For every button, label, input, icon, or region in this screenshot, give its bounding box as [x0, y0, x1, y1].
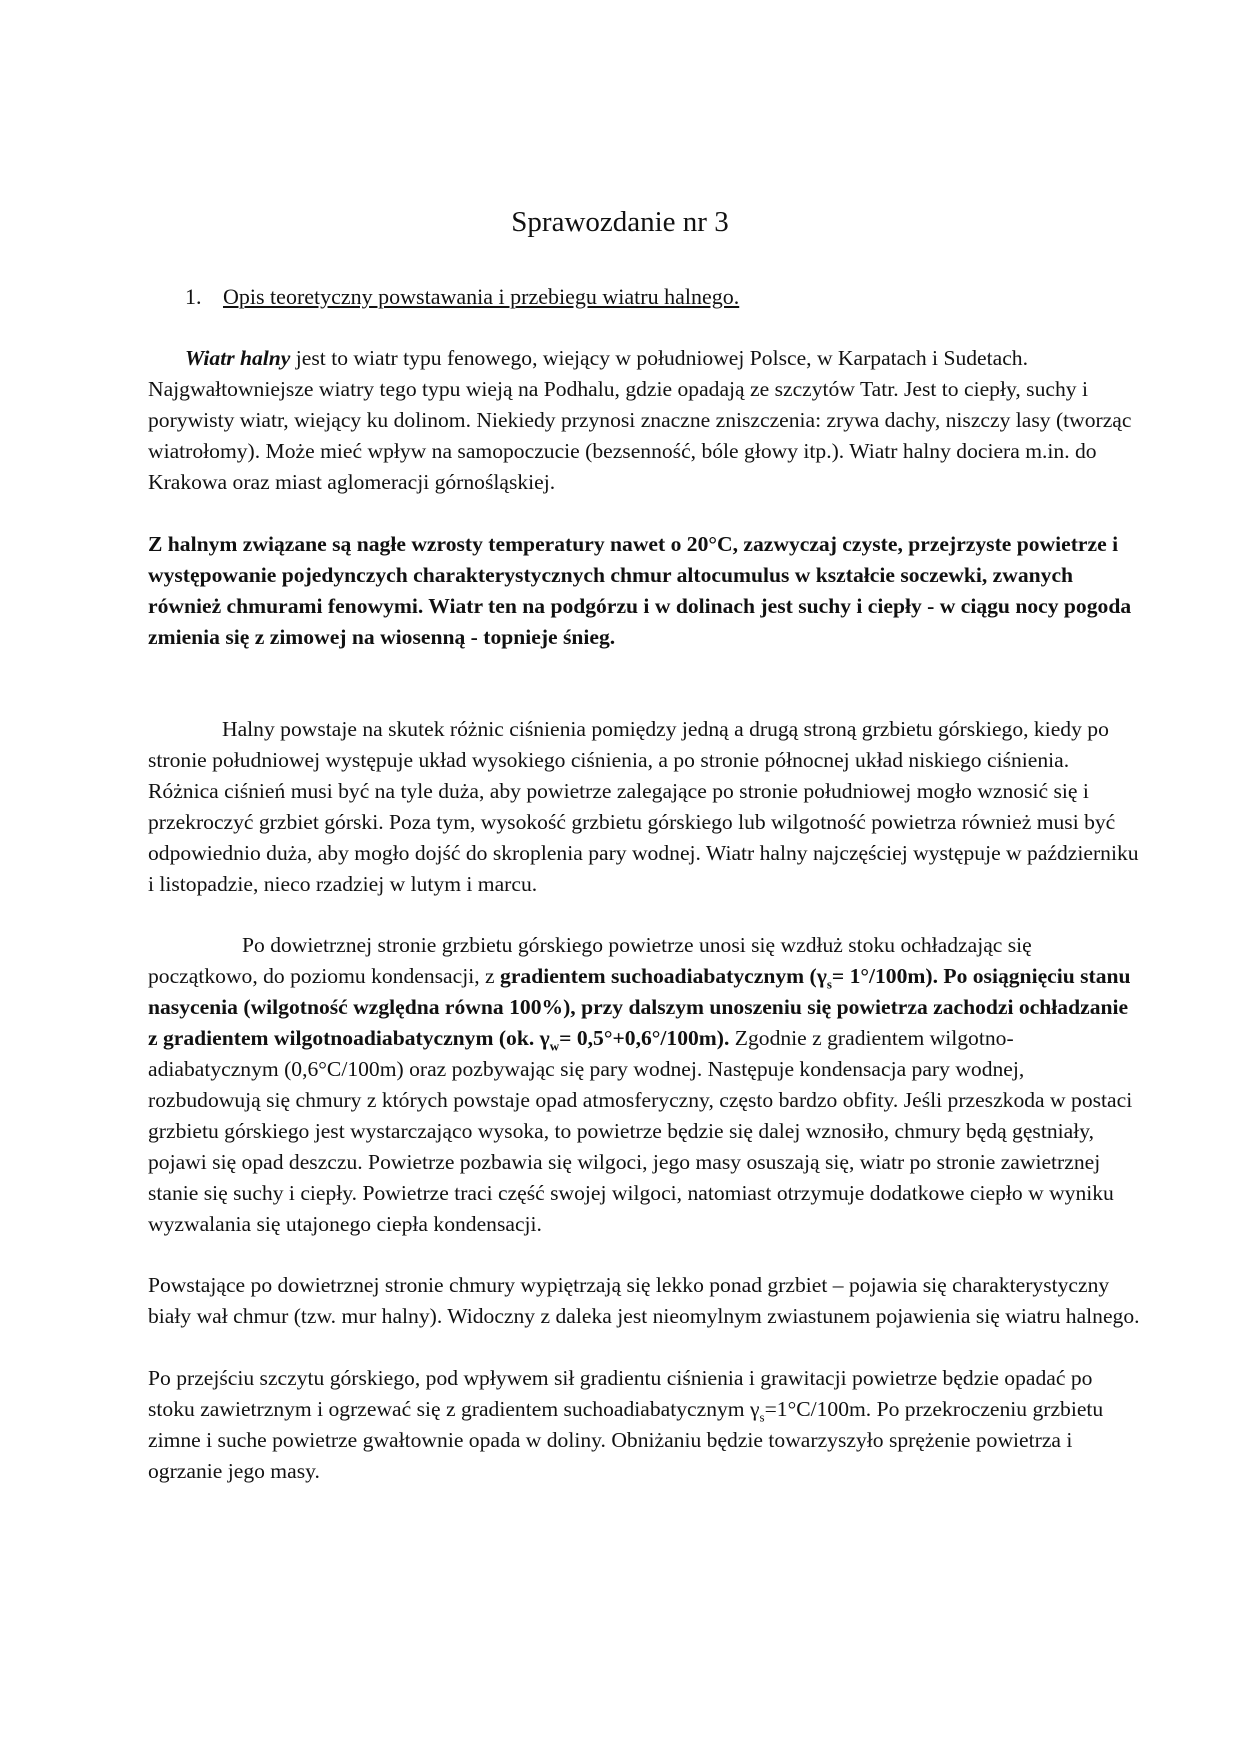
paragraph-foehn-wall: Powstające po dowietrznej stronie chmury wypiętrzają się lekko ponad grzbiet – pojawia się charakterystyczny biały wał chmur (tzw. mur halny). Widoczny z daleka jest nieomylnym zwiastunem pojawienia się wiatru halnego. [148, 1273, 1140, 1328]
paragraph-bold-effects: Z halnym związane są nagłe wzrosty temperatury nawet o 20°C, zazwyczaj czyste, przejrzyste powietrze i występowanie pojedynczych charakterystycznych chmur altocumulus w kształcie soczewki, zwanych również chmurami fenowymi. Wiatr ten na podgórzu i w dolinach jest suchy i ciepły - w ciągu nocy pogoda zmienia się z zimowej na wiosenną - topnieje śnieg. [148, 532, 1132, 649]
windward-bold-2: = 1°/100m). Po osiągnięciu stanu nasycenia (wilgotność względna równa 100%), przy dalszym unoszeniu się powietrza zachodzi ochładzanie z gradientem wilgotnoadiabatycznym (ok. γ [148, 964, 1131, 1050]
leeward-text-a: Po przejściu szczytu górskiego, pod wpływem sił gradientu ciśnienia i grawitacji powietrze będzie opadać po stoku zawietrznym i ogrzewać się z gradientem suchoadiabatycznym γ [148, 1366, 1093, 1421]
section-number: 1. [185, 284, 202, 309]
definition-term: Wiatr halny [185, 346, 291, 370]
leeward-text-b: =1°C/100m. Po przekroczeniu grzbietu zimne i suche powietrze gwałtownie opada w doliny. Obniżaniu będzie towarzyszyło sprężenie powietrza i ogrzanie jego masy. [148, 1397, 1104, 1483]
windward-bold-1: gradientem suchoadiabatycznym (γ [500, 964, 827, 988]
windward-sub-1: s [826, 976, 832, 992]
paragraph-formation: Halny powstaje na skutek różnic ciśnienia pomiędzy jedną a drugą stroną grzbietu górskiego, kiedy po stronie południowej występuje układ wysokiego ciśnienia, a po stronie północnej układ niskiego ciśnienia. Różnica ciśnień musi być na tyle duża, aby powietrze zalegające po stronie południowej mogło wznosić się i przekroczyć grzbiet górski. Poza tym, wysokość grzbietu górskiego lub wilgotność powietrza również musi być odpowiednio duża, aby mogło dojść do skroplenia pary wodnej. Wiatr halny najczęściej występuje w październiku i listopadzie, nieco rzadziej w lutym i marcu. [148, 717, 1139, 896]
leeward-sub: s [759, 1409, 765, 1425]
paragraph-leeward-descent [148, 1363, 1140, 1487]
definition-text: jest to wiatr typu fenowego, wiejący w południowej Polsce, w Karpatach i Sudetach. Najgwałtowniejsze wiatry tego typu wieją na Podhalu, gdzie opadają ze szczytów Tatr. Jest to ciepły, suchy i porywisty wiatr, wiejący ku dolinom. Niekiedy przynosi znaczne zniszczenia: zrywa dachy, niszczy lasy (tworząc wiatrołomy). Może mieć wpływ na samopoczucie (bezsenność, bóle głowy itp.). Wiatr halny dociera m.in. do Krakowa oraz miast aglomeracji górnośląskiej. [148, 346, 1132, 494]
windward-sub-2: w [549, 1038, 560, 1054]
section-heading [185, 282, 739, 312]
paragraph-windward-process [148, 930, 1140, 1240]
section-heading-text: Opis teoretyczny powstawania i przebiegu wiatru halnego. [223, 284, 740, 309]
paragraph-definition [148, 343, 1140, 498]
windward-text-c: Zgodnie z gradientem wilgotno-adiabatycznym (0,6°C/100m) oraz pozbywając się pary wodnej. Następuje kondensacja pary wodnej, rozbudowują się chmury z których powstaje opad atmosferyczny, często bardzo obfity. Jeśli przeszkoda w postaci grzbietu górskiego jest wystarczająco wysoka, to powietrze będzie się dalej wznosiło, chmury będą gęstniały, pojawi się opad deszczu. Powietrze pozbawia się wilgoci, jego masy osuszają się, wiatr po stronie zawietrznej stanie się suchy i ciepły. Powietrze traci część swojej wilgoci, natomiast otrzymuje dodatkowe ciepło w wyniku wyzwalania się utajonego ciepła kondensacji. [148, 1026, 1133, 1236]
windward-bold-3: = 0,5°+0,6°/100m). [559, 1026, 730, 1050]
windward-text-a: Po dowietrznej stronie grzbietu górskiego powietrze unosi się wzdłuż stoku ochładzając się początkowo, do poziomu kondensacji, z [148, 933, 1032, 988]
page-title: Sprawozdanie nr 3 [511, 206, 729, 238]
